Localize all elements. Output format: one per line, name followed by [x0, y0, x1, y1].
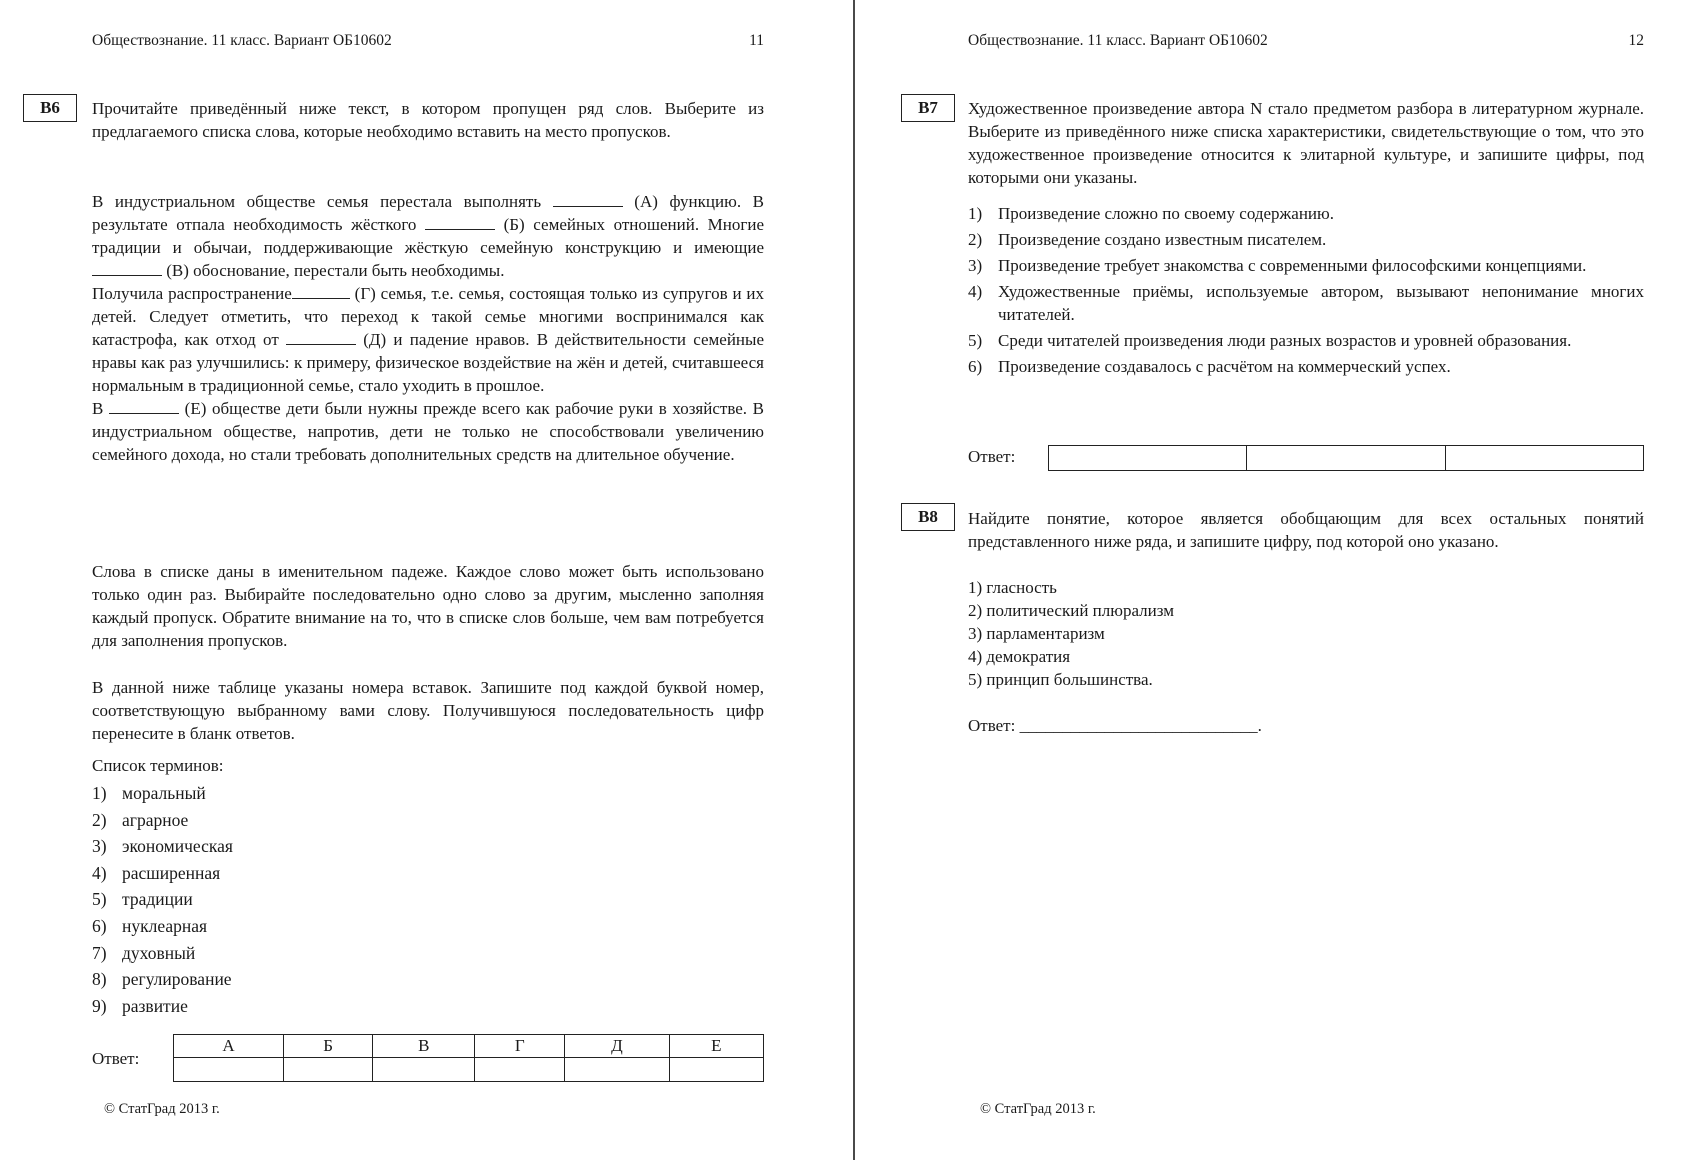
list-item: 4) демократия — [968, 647, 1071, 666]
list-item: 5) принцип большинства. — [968, 670, 1153, 689]
list-item: 5) традиции — [92, 889, 193, 910]
b6-intro: Прочитайте приведённый ниже текст, в котором пропущен ряд слов. Выберите из предлагаемого списка слова, которые необходимо вставить на место пропусков. — [92, 99, 764, 141]
b6-text-part: (А) функцию. В результате отпала необходимость жёсткого — [92, 192, 764, 234]
page-header — [968, 32, 1644, 50]
b6-text-part: (Г) семья, т.е. семья, состоящая только из супругов и их детей. Следует отметить, что переход к такой семье многими воспринимался как катастрофа, как отход от — [92, 284, 765, 349]
b6-text — [92, 190, 764, 466]
list-item: 5) Среди читателей произведения люди разных возрастов и уровней образования. — [968, 331, 1572, 350]
answer-column-header: Д — [565, 1035, 669, 1058]
terms-title: Список терминов: — [92, 756, 224, 775]
b7-intro: Художественное произведение автора N стало предметом разбора в литературном журнале. Выберите из приведённого ниже списка характеристики, свидетельствующие о том, что это художественное произведение относится к элитарной культуре, и запишите цифры, под которыми они указаны. — [968, 99, 1644, 187]
list-item: 3) парламентаризм — [968, 624, 1105, 643]
b8-intro: Найдите понятие, которое является обобщающим для всех остальных понятий представленного ниже ряда, и запишите цифру, под которой оно указано. — [968, 509, 1644, 551]
answer-label: Ответ: — [968, 447, 1016, 466]
answer-cell[interactable] — [669, 1058, 763, 1082]
answer-column-header: Е — [669, 1035, 763, 1058]
list-item: 2) Произведение создано известным писателем. — [968, 230, 1327, 249]
list-item: 4) расширенная — [92, 862, 221, 883]
list-item: 1) моральный — [92, 783, 206, 803]
answer-cell[interactable] — [1247, 446, 1445, 471]
list-item: 8) регулирование — [92, 969, 232, 990]
answer-table-b6 — [173, 1034, 764, 1082]
answer-cell[interactable] — [565, 1058, 669, 1082]
question-label-b7: В7 — [901, 94, 955, 122]
blank-a[interactable] — [553, 192, 623, 207]
blank-e[interactable] — [109, 399, 179, 414]
terms-list — [92, 780, 392, 1019]
blank-g[interactable] — [292, 284, 350, 299]
question-label-b8: В8 — [901, 503, 955, 531]
blank-d[interactable] — [286, 330, 356, 345]
footer-copyright: © СтатГрад 2013 г. — [980, 1101, 1096, 1117]
answer-table-b7 — [1048, 445, 1644, 471]
list-item: 2) политический плюрализм — [968, 601, 1174, 620]
b6-text-part: В — [92, 399, 104, 418]
list-item: 1) гласность — [968, 578, 1057, 597]
b7-options — [968, 202, 1644, 381]
page-number: 12 — [1628, 32, 1644, 49]
list-item: 1) Произведение сложно по своему содержанию. — [968, 204, 1334, 223]
b6-text-part: (В) обоснование, перестали быть необходимы. — [166, 261, 505, 280]
answer-column-header: А — [174, 1035, 284, 1058]
question-label-b6: В6 — [23, 94, 77, 122]
page-header — [92, 32, 764, 50]
answer-label: Ответ: ____________________________. — [968, 716, 1262, 735]
blank-v[interactable] — [92, 261, 162, 276]
answer-cell[interactable] — [475, 1058, 565, 1082]
answer-column-header: Г — [475, 1035, 565, 1058]
b8-options — [968, 576, 1468, 691]
b6-text-part: (Е) обществе дети были нужны прежде всего как рабочие руки в хозяйстве. В индустриальном обществе, напротив, дети не только не способствовали увеличению семейного дохода, но стали требовать дополнительных средств на длительное обучение. — [92, 399, 765, 464]
answer-label: Ответ: — [92, 1049, 140, 1068]
list-item: 9) развитие — [92, 995, 188, 1016]
b6-text-part: Получила распространение — [92, 284, 292, 303]
list-item: 6) нуклеарная — [92, 915, 208, 936]
answer-cell[interactable] — [1445, 446, 1643, 471]
b6-text-part: (Д) и падение нравов. В действительности семейные нравы как раз улучшились: к примеру, физическое воздействие на жён и детей, считавшееся нормальным в традиционной семье, стало уходить в прошлое. — [92, 330, 764, 395]
list-item: 2) аграрное — [92, 809, 189, 830]
b6-instructions-2: В данной ниже таблице указаны номера вставок. Запишите под каждой буквой номер, соответствующую выбранному вами слову. Получившуюся последовательность цифр перенесите в бланк ответов. — [92, 678, 764, 743]
list-item: 3) экономическая — [92, 836, 233, 857]
answer-column-header: В — [373, 1035, 475, 1058]
list-item: 7) духовный — [92, 942, 196, 963]
page-12 — [854, 0, 1708, 1160]
b6-instructions-1: Слова в списке даны в именительном падеже. Каждое слово может быть использовано только один раз. Выбирайте последовательно одно слово за другим, мысленно заполняя каждый пропуск. Обратите внимание на то, что в списке слов больше, чем вам потребуется для заполнения пропусков. — [92, 562, 764, 650]
answer-line[interactable]: ____________________________. — [1019, 716, 1262, 735]
b6-text-part: (Б) семейных отношений. Многие традиции и обычаи, поддерживающие жёсткую семейную конструкцию и имеющие — [92, 215, 765, 257]
answer-cell[interactable] — [174, 1058, 284, 1082]
footer-copyright: © СтатГрад 2013 г. — [104, 1101, 220, 1117]
answer-column-header: Б — [284, 1035, 373, 1058]
answer-cell[interactable] — [284, 1058, 373, 1082]
blank-b[interactable] — [425, 215, 495, 230]
page-number: 11 — [749, 32, 764, 49]
list-item: 4) Художественные приёмы, используемые автором, вызывают непонимание многих читателей. — [968, 282, 1644, 324]
header-title: Обществознание. 11 класс. Вариант ОБ10602 — [92, 32, 392, 49]
answer-cell[interactable] — [373, 1058, 475, 1082]
header-title: Обществознание. 11 класс. Вариант ОБ10602 — [968, 32, 1268, 49]
list-item: 6) Произведение создавалось с расчётом на коммерческий успех. — [968, 357, 1451, 376]
list-item: 3) Произведение требует знакомства с современными философскими концепциями. — [968, 256, 1587, 275]
answer-cell[interactable] — [1049, 446, 1247, 471]
b6-text-part: В индустриальном обществе семья перестала выполнять — [92, 192, 542, 211]
